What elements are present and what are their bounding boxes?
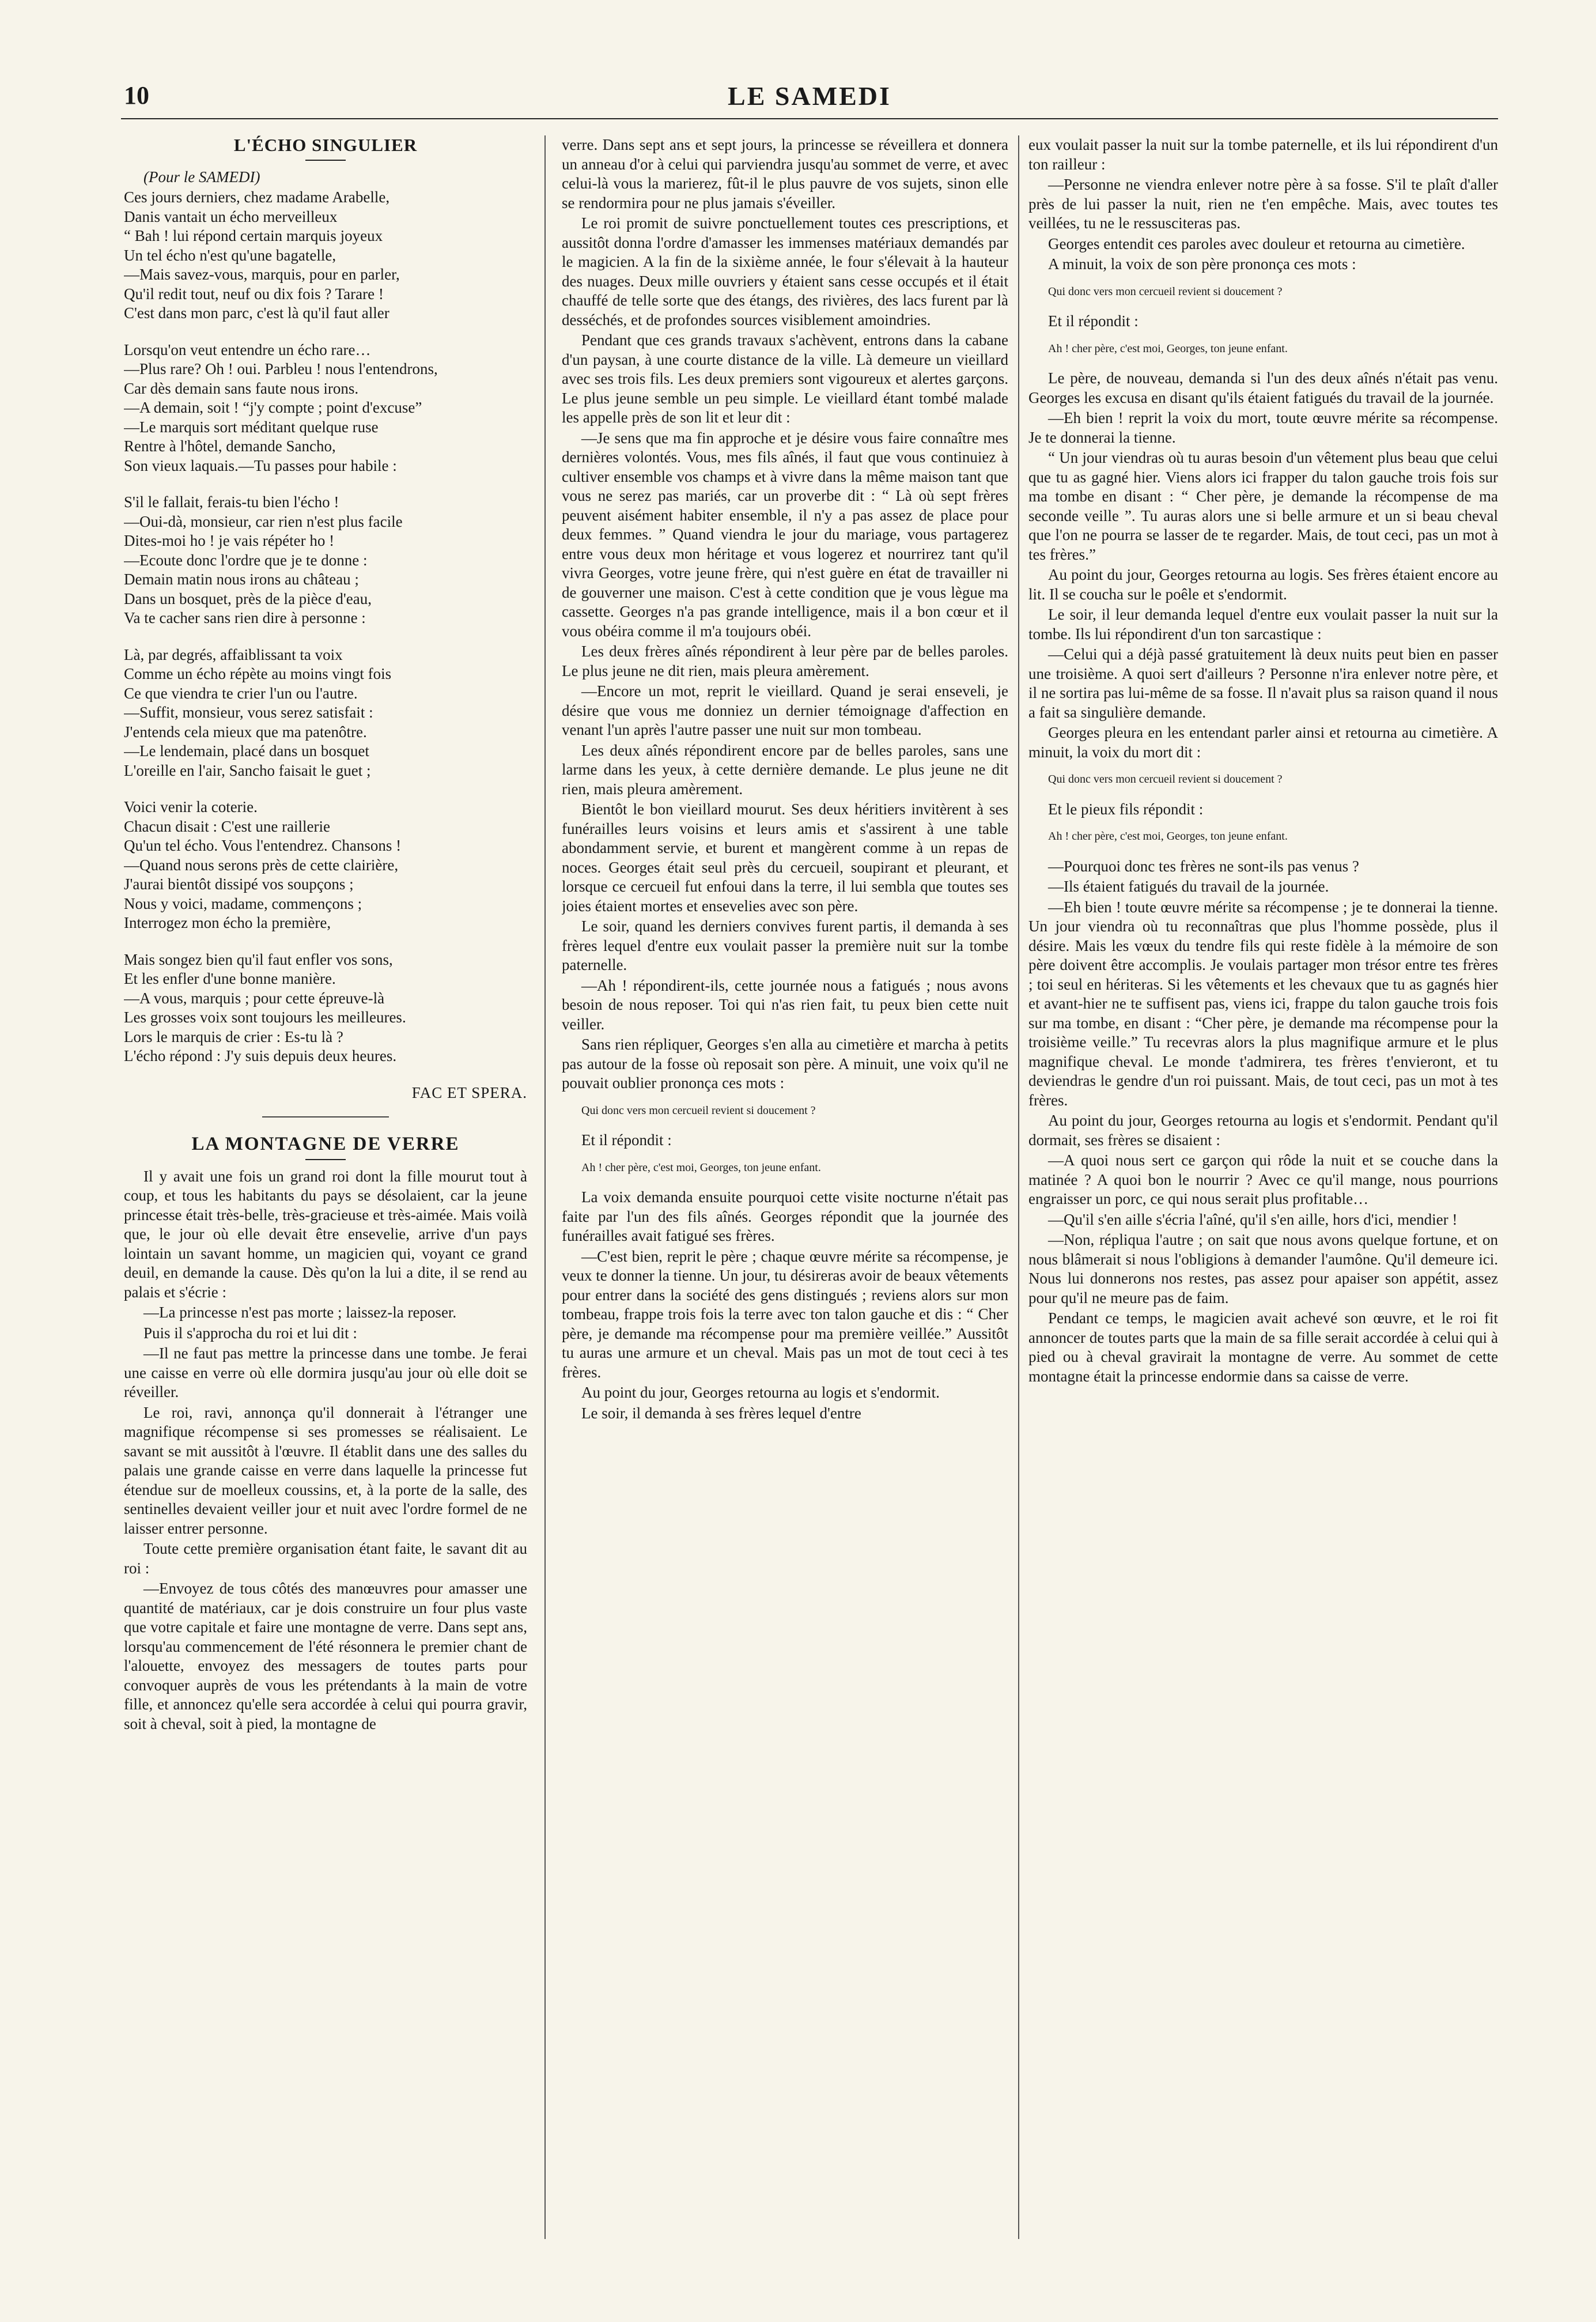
paragraph: Georges entendit ces paroles avec douleur et retourna au cimetière. [1048,235,1465,252]
poem-line: Dans un bosquet, près de la pièce d'eau, [124,590,372,607]
paragraph: —Non, répliqua l'autre ; on sait que nous avons quelque fortune, et on nous blâmerait si nous l'obligions à demander l'aumône. Qu'il demeure ici. Nous lui donnerons nos restes, pas assez pour apaiser son appétit, assez pour qu'il ne meure pas de faim. [1028,1231,1498,1307]
poem-line: Interrogez mon écho la première, [124,914,331,931]
title-rule [305,1159,346,1160]
paragraph: —Eh bien ! toute œuvre mérite sa récompense ; je te donnerai la tienne. Un jour viendra où tu reconnaîtras que plus l'homme possède, plus il désire. Mais les vœux du tendre fils qui reste fidèle à la mémoire de son père doivent être accomplis. Je voulais partager mon trésor entre tes frères ; toi seul en hériteras. Si les vêtements et les chevaux que tu as gagnés hier et avant-hier ne te suffisent pas, viens ici, frappe du talon gauche trois fois sur ma tombe, en disant : “Cher père, je demande ma récompense pour la troisième veille.” Tu recevras alors la plus magnifique armure et le plus magnifique cheval. Le monde t'admirera, tes frères t'envieront, et tu deviendras le gendre d'un roi puissant. Mais, de tout ceci, pas un mot à tes frères. [1028,898,1498,1109]
story-text-col3 [1028,135,1498,1386]
poem-stanza [124,188,527,323]
paragraph: Pendant que ces grands travaux s'achèvent, entrons dans la cabane d'un paysan, à une courte distance de la ville. Là demeure un vieillard avec ses trois fils. Les deux premiers sont vigoureux et alertes garçons. Le plus jeune semble un peu simple. Le vieillard étant tombé malade les appelle près de son lit et leur dit : [562,331,1008,426]
paragraph: eux voulait passer la nuit sur la tombe paternelle, et ils lui répondirent d'un ton railleur : [1028,136,1498,173]
paragraph: Il y avait une fois un grand roi dont la fille mourut tout à coup, et tous les habitants du pays se désolaient, car la jeune princesse était très-belle, très-gracieuse et très-aimée. Mais voilà que, le jour où elle devait être ensevelie, arrive d'un pays lointain un savant homme, un magicien qui, voyant ce grand deuil, en demande la cause. Dès qu'on la lui a dite, il se rend au palais et s'écrie : [124,1167,527,1301]
paragraph: —Ah ! répondirent-ils, cette journée nous a fatigués ; nous avons besoin de nous reposer. Toi qui n'as rien fait, tu peux bien cette nuit veiller. [562,976,1008,1033]
poem-line: Dites-moi ho ! je vais répéter ho ! [124,532,335,549]
story-title: LA MONTAGNE DE VERRE [191,1134,460,1154]
header-rule [121,118,1498,119]
poem-line: —Ecoute donc l'ordre que je te donne : [124,551,368,569]
poem-line: Comme un écho répète au moins vingt fois [124,665,392,682]
paragraph: —Pourquoi donc tes frères ne sont-ils pas venus ? [1048,857,1359,875]
paragraph: Et il répondit : [581,1131,672,1149]
poem-signature: FAC ET SPERA. [411,1083,527,1101]
poem-line: Chacun disait : C'est une raillerie [124,817,331,835]
poem-line: Demain matin nous irons au château ; [124,571,359,588]
paragraph: Le soir, quand les derniers convives furent partis, il demanda à ses frères lequel d'entre eux voulait passer la première nuit sur la tombe paternelle. [562,918,1008,973]
poem-line: L'écho répond : J'y suis depuis deux heures. [124,1047,397,1064]
paragraph: Le roi promit de suivre ponctuellement toutes ces prescriptions, et aussitôt donna l'ordre d'amasser les immenses matériaux demandés par le magicien. A la fin de la sixième année, le four s'élevait à la hauteur des nuages. Deux mille ouvriers y étaient sans cesse occupés et il était chauffé de telle sorte que des étangs, des rivières, des lacs furent par là desséchés, et de profondes sources visiblement amoindries. [562,214,1008,329]
poem-body [124,188,527,1066]
paragraph: —A quoi nous sert ce garçon qui rôde la nuit et se couche dans la matinée ? A quoi bon le nourrir ? Avec ce qu'il mange, nous pourrions engraisser un porc, ce qui nous serait plus profitable… [1028,1151,1498,1207]
poem-line: Un tel écho n'est qu'une bagatelle, [124,246,336,264]
paragraph: Le père, de nouveau, demanda si l'un des deux aînés n'était pas venu. Georges les excusa en disant qu'ils étaient fatigués du travail de la journée. [1028,369,1498,406]
page-header [124,81,1495,115]
paragraph: —Envoyez de tous côtés des manœuvres pour amasser une quantité de matériaux, car je dois construire un four plus vaste que votre capitale et faire une montagne de verre. Dans sept ans, lorsqu'au commencement de l'été résonnera le premier chant de l'alouette, envoyez des messagers de toutes parts pour convoquer auprès de vous les prétendants à la main de votre fille, et annoncez qu'elle sera accordée à celui qui pourra gravir, soit à cheval, soit à pied, la montagne de [124,1580,527,1732]
paragraph: Les deux aînés répondirent encore par de belles paroles, sans une larme dans les yeux, à cette dernière demande. Le plus jeune ne dit rien, mais pleura amèrement. [562,741,1008,798]
paragraph: Le soir, il leur demanda lequel d'entre eux voulait passer la nuit sur la tombe. Ils lui répondirent d'un ton sarcastique : [1028,606,1498,643]
poem-line: Lors le marquis de crier : Es-tu là ? [124,1028,343,1045]
poem-line: L'oreille en l'air, Sancho faisait le guet ; [124,761,371,779]
poem-line: —A vous, marquis ; pour cette épreuve-là [124,989,385,1007]
poem-line: Car dès demain sans faute nous irons. [124,379,359,397]
paragraph: Pendant ce temps, le magicien avait achevé son œuvre, et le roi fit annoncer de toutes parts que la main de sa fille serait accordée à celui qui à pied ou à cheval gravirait la montagne de verre. Au sommet de cette montagne était la princesse endormie dans sa caisse de verre. [1028,1309,1498,1385]
paragraph: Sans rien répliquer, Georges s'en alla au cimetière et marcha à petits pas autour de la fosse où reposait son père. A minuit, une voix qu'il ne pouvait oublier prononça ces mots : [562,1036,1008,1092]
title-rule [305,160,346,161]
poem-line: Lorsqu'on veut entendre un écho rare… [124,341,371,358]
poem-stanza [124,493,527,628]
paragraph: Le roi, ravi, annonça qu'il donnerait à l'étranger une magnifique récompense si ses promesses se réalisaient. Le savant se mit aussitôt à l'œuvre. Il établit dans une des salles du palais une grande caisse en verre dans laquelle la princesse fut étendue sur de moelleux coussins, et, à la porte de la salle, des sentinelles devaient veiller jour et nuit avec l'ordre formel de ne laisser entrer personne. [124,1403,527,1537]
paragraph: —Personne ne viendra enlever notre père à sa fosse. S'il te plaît d'aller près de lui passer la nuit, rien ne t'en empêche. Mais, avec toutes tes veillées, tu ne le ressusciteras pas. [1028,176,1498,232]
story-text-col2 [562,135,1008,1423]
paragraph: Et il répondit : [1048,312,1139,330]
poem-line: Mais songez bien qu'il faut enfler vos sons, [124,950,393,968]
poem-stanza [124,950,527,1066]
paragraph: Au point du jour, Georges retourna au logis. Ses frères étaient encore au lit. Il se coucha sur le poêle et s'endormit. [1028,566,1498,603]
paragraph: —Il ne faut pas mettre la princesse dans une tombe. Je ferai une caisse en verre où elle dormira jusqu'au jour où elle doit se réveiller. [124,1345,527,1400]
poem-stanza [124,798,527,933]
poem-line: —Le marquis sort méditant quelque ruse [124,418,379,436]
verse-quote: Qui donc vers mon cercueil revient si doucement ? [581,1104,816,1117]
poem-line: Ce que viendra te crier l'un ou l'autre. [124,684,358,702]
poem-line: S'il le fallait, ferais-tu bien l'écho ! [124,493,339,511]
verse-quote: Qui donc vers mon cercueil revient si doucement ? [1048,285,1283,298]
column-3 [1028,135,1498,2241]
paragraph: La voix demanda ensuite pourquoi cette visite nocturne n'était pas faite par l'un des fils aînés. Georges répondit que la journée des funérailles avait fatigué ses frères. [562,1188,1008,1244]
paragraph: —Ils étaient fatigués du travail de la journée. [1048,878,1329,895]
poem-line: —Plus rare? Oh ! oui. Parbleu ! nous l'entendrons, [124,360,438,377]
poem-line: —Le lendemain, placé dans un bosquet [124,742,369,760]
paragraph: Le soir, il demanda à ses frères lequel d'entre [581,1404,861,1422]
page-number: 10 [124,81,149,110]
journal-title: LE SAMEDI [728,81,891,111]
poem-line: C'est dans mon parc, c'est là qu'il faut aller [124,304,389,322]
poem-line: Danis vantait un écho merveilleux [124,207,338,225]
paragraph: Les deux frères aînés répondirent à leur père par de belles paroles. Le plus jeune ne dit rien, mais pleura amèrement. [562,643,1008,679]
poem-stanza [124,645,527,781]
poem-line: —Suffit, monsieur, vous serez satisfait : [124,704,373,721]
column-divider [1018,135,1019,2239]
paragraph: Georges pleura en les entendant parler ainsi et retourna au cimetière. A minuit, la voix du mort dit : [1028,724,1498,761]
poem-line: Les grosses voix sont toujours les meilleures. [124,1009,406,1026]
paragraph: —C'est bien, reprit le père ; chaque œuvre mérite sa récompense, je veux te donner la tienne. Un jour, tu désireras avoir de beaux vêtements pour entrer dans la société des gens distingués ; reviens alors sur mon tombeau, frappe trois fois la terre avec ton talon gauche et dis : “ Cher père, je demande ma récompense pour ma première veillée.” Aussitôt tu auras une armure et un cheval. Mais pas un mot de tout ceci à tes frères. [562,1247,1008,1381]
verse-quote: Ah ! cher père, c'est moi, Georges, ton jeune enfant. [1048,342,1288,355]
section-separator [262,1116,389,1117]
poem-line: Qu'un tel écho. Vous l'entendrez. Chansons ! [124,837,402,854]
column-divider [544,135,546,2239]
poem-line: Rentre à l'hôtel, demande Sancho, [124,437,336,455]
poem-title: L'ÉCHO SINGULIER [233,135,418,155]
poem-stanza [124,341,527,476]
poem-subtitle: (Pour le SAMEDI) [143,168,260,186]
paragraph: —Qu'il s'en aille s'écria l'aîné, qu'il s'en aille, hors d'ici, mendier ! [1048,1210,1458,1228]
poem-line: Là, par degrés, affaiblissant ta voix [124,645,343,663]
poem-line: Va te cacher sans rien dire à personne : [124,609,366,626]
poem-line: Ces jours derniers, chez madame Arabelle, [124,188,390,206]
column-1 [124,135,527,2241]
paragraph: Toute cette première organisation étant faite, le savant dit au roi : [124,1540,527,1577]
paragraph: “ Un jour viendras où tu auras besoin d'un vêtement plus beau que celui que tu as gagné hier. Viens alors ici frapper du talon gauche trois fois sur ma tombe en disant : “ Cher père, je demande la récompense de ma seconde veille ”. Tu auras alors une si belle armure et un si beau cheval que l'on ne pourra se lasser de te regarder. Mais, de tout ceci, pas un mot à tes frères.” [1028,449,1498,563]
column-2 [562,135,1008,2241]
poem-line: Et les enfler d'une bonne manière. [124,970,336,987]
paragraph: verre. Dans sept ans et sept jours, la princesse se réveillera et donnera un anneau d'or à celui qui parviendra jusqu'au sommet de verre, et avec celui-là vous la marierez, fût-il le plus pauvre de vos sujets, sinon elle se rendormira pour ne plus jamais s'éveiller. [562,136,1008,212]
poem-line: “ Bah ! lui répond certain marquis joyeux [124,227,383,244]
poem-line: J'entends cela mieux que ma patenôtre. [124,723,367,741]
verse-quote: Ah ! cher père, c'est moi, Georges, ton jeune enfant. [1048,830,1288,843]
paragraph: A minuit, la voix de son père prononça ces mots : [1048,255,1356,273]
paragraph: Au point du jour, Georges retourna au logis et s'endormit. Pendant qu'il dormait, ses frères se disaient : [1028,1112,1498,1149]
paragraph: Bientôt le bon vieillard mourut. Ses deux héritiers invitèrent à ses funérailles leurs voisins et leurs amis et s'assirent à une table abondamment servie, et burent et mangèrent comme à un repas de noces. Georges était seul près du cercueil, soupirant et pleurant, et lorsque ce cercueil fut enfoui dans la terre, il lui sembla que toutes ses joies étaient mortes et ensevelies avec son père. [562,801,1008,915]
poem-line: Nous y voici, madame, commençons ; [124,894,362,912]
poem-line: —Mais savez-vous, marquis, pour en parler, [124,266,400,283]
poem-line: —Quand nous serons près de cette clairière, [124,856,399,874]
poem-line: J'aurai bientôt dissipé vos soupçons ; [124,875,354,893]
paragraph: Et le pieux fils répondit : [1048,800,1204,818]
paragraph: —Celui qui a déjà passé gratuitement là deux nuits peut bien en passer une troisième. A quoi sert d'ailleurs ? Personne n'ira enlever notre père, et il ne sortira pas lui-même de sa fosse. Il n'avait plus sa raison quand il nous a fait sa singulière demande. [1028,645,1498,721]
paragraph: Puis il s'approcha du roi et lui dit : [143,1324,357,1342]
poem-line: Son vieux laquais.—Tu passes pour habile : [124,456,397,474]
poem-line: —Oui-dà, monsieur, car rien n'est plus facile [124,512,403,530]
paragraph: —La princesse n'est pas morte ; laissez-la reposer. [143,1304,457,1321]
poem-line: —A demain, soit ! “j'y compte ; point d'excuse” [124,399,422,416]
poem-line: Voici venir la coterie. [124,798,258,815]
paragraph: Au point du jour, Georges retourna au logis et s'endormit. [581,1384,940,1401]
poem-line: Qu'il redit tout, neuf ou dix fois ? Tarare ! [124,285,384,303]
paragraph: —Eh bien ! reprit la voix du mort, toute œuvre mérite sa récompense. Je te donnerai la tienne. [1028,409,1498,446]
story-text-col1 [124,1167,527,1734]
paragraph: —Je sens que ma fin approche et je désire vous faire connaître mes dernières volontés. Vous, mes fils aînés, il faut que vous continuiez à cultiver ensemble vos champs et à vivre dans la même maison tant que vous ne serez pas mariés, car un proverbe dit : “ Là où sept frères peuvent aisément habiter ensemble, il n'y a pas assez de place pour deux femmes. ” Quand viendra le jour du mariage, vous partagerez entre vous deux mon héritage et vous logerez et nourrirez tant qu'il vivra Georges, votre jeune frère, qui n'est guère en état de travailler ni de gouverner une maison. C'est à cette condition que je vous lègue ma cassette. Georges n'a pas grande intelligence, mais il a bon cœur et il vous obéira comme il m'a toujours obéi. [562,429,1008,640]
verse-quote: Qui donc vers mon cercueil revient si doucement ? [1048,773,1283,786]
paragraph: —Encore un mot, reprit le vieillard. Quand je serai enseveli, je désire que vous me donniez un dernier témoignage d'affection en venant l'un après l'autre passer une nuit sur mon tombeau. [562,682,1008,738]
verse-quote: Ah ! cher père, c'est moi, Georges, ton jeune enfant. [581,1161,821,1174]
